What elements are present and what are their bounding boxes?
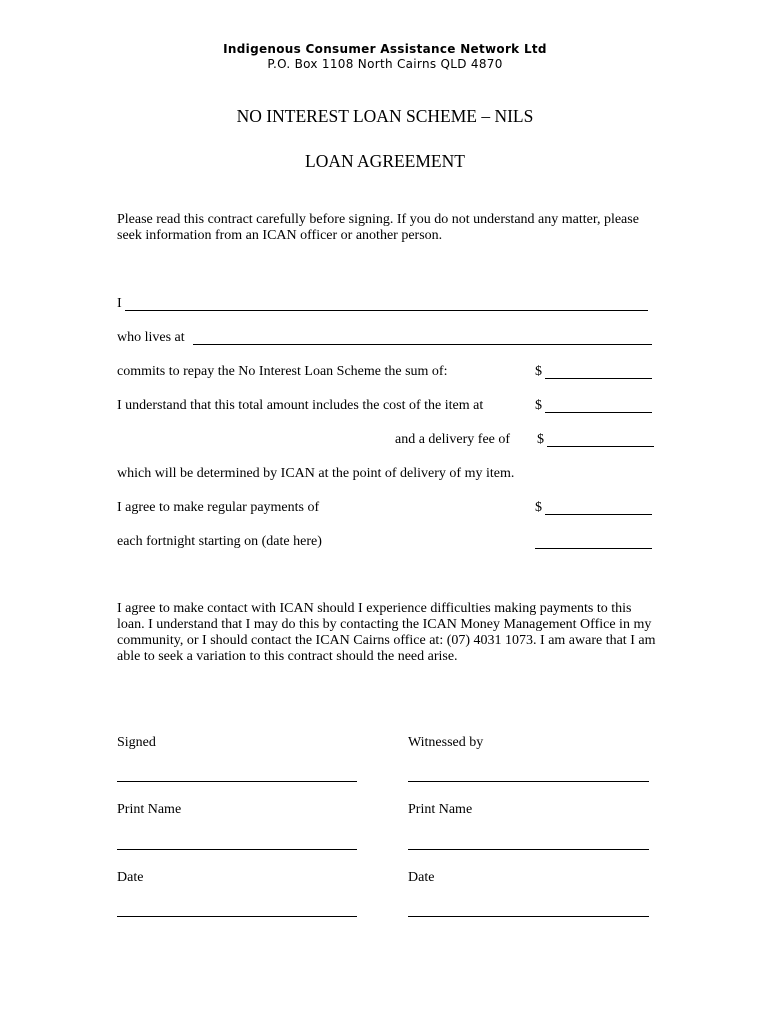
- name-field-line[interactable]: [125, 310, 648, 311]
- date-left-line[interactable]: [117, 916, 357, 917]
- start-date-field-line[interactable]: [535, 548, 652, 549]
- payments-currency: $: [535, 500, 542, 515]
- name-label: I: [117, 296, 122, 311]
- item-cost-label: I understand that this total amount includes the cost of the item at: [117, 398, 484, 413]
- delivery-fee-currency: $: [537, 432, 544, 447]
- determined-statement: which will be determined by ICAN at the point of delivery of my item.: [117, 466, 515, 481]
- print-name-left-label: Print Name: [117, 802, 182, 817]
- organisation-name: Indigenous Consumer Assistance Network Ltd: [223, 42, 547, 56]
- sum-currency: $: [535, 364, 542, 379]
- scheme-title: NO INTEREST LOAN SCHEME – NILS: [236, 106, 534, 126]
- print-name-right-line[interactable]: [408, 849, 649, 850]
- contact-paragraph: I agree to make contact with ICAN should I experience difficulties making payments to this loan. I understand that I may do this by contacting the ICAN Money Management Office in my community, or I should contact the ICAN Cairns office at: (07) 4031 1073. I am aware that I am able to seek a variation to this contract should the need arise.: [117, 601, 656, 664]
- payments-field-line[interactable]: [545, 514, 652, 515]
- date-left-label: Date: [117, 870, 144, 885]
- address-label: who lives at: [117, 330, 185, 345]
- payments-label: I agree to make regular payments of: [117, 500, 320, 515]
- sum-field-line[interactable]: [545, 378, 652, 379]
- item-cost-currency: $: [535, 398, 542, 413]
- print-name-left-line[interactable]: [117, 849, 357, 850]
- date-right-line[interactable]: [408, 916, 649, 917]
- witnessed-label: Witnessed by: [408, 735, 484, 750]
- delivery-fee-field-line[interactable]: [547, 446, 654, 447]
- witness-line[interactable]: [408, 781, 649, 782]
- signed-label: Signed: [117, 735, 156, 750]
- start-date-label: each fortnight starting on (date here): [117, 534, 322, 549]
- print-name-right-label: Print Name: [408, 802, 473, 817]
- signed-line[interactable]: [117, 781, 357, 782]
- item-cost-field-line[interactable]: [545, 412, 652, 413]
- date-right-label: Date: [408, 870, 435, 885]
- sum-label: commits to repay the No Interest Loan Scheme the sum of:: [117, 364, 448, 379]
- delivery-fee-label: and a delivery fee of: [395, 432, 511, 447]
- organisation-address: P.O. Box 1108 North Cairns QLD 4870: [267, 57, 503, 71]
- agreement-title: LOAN AGREEMENT: [305, 151, 465, 171]
- address-field-line[interactable]: [193, 344, 652, 345]
- intro-paragraph: Please read this contract carefully before signing. If you do not understand any matter, please seek information from an ICAN officer or another person.: [117, 212, 639, 243]
